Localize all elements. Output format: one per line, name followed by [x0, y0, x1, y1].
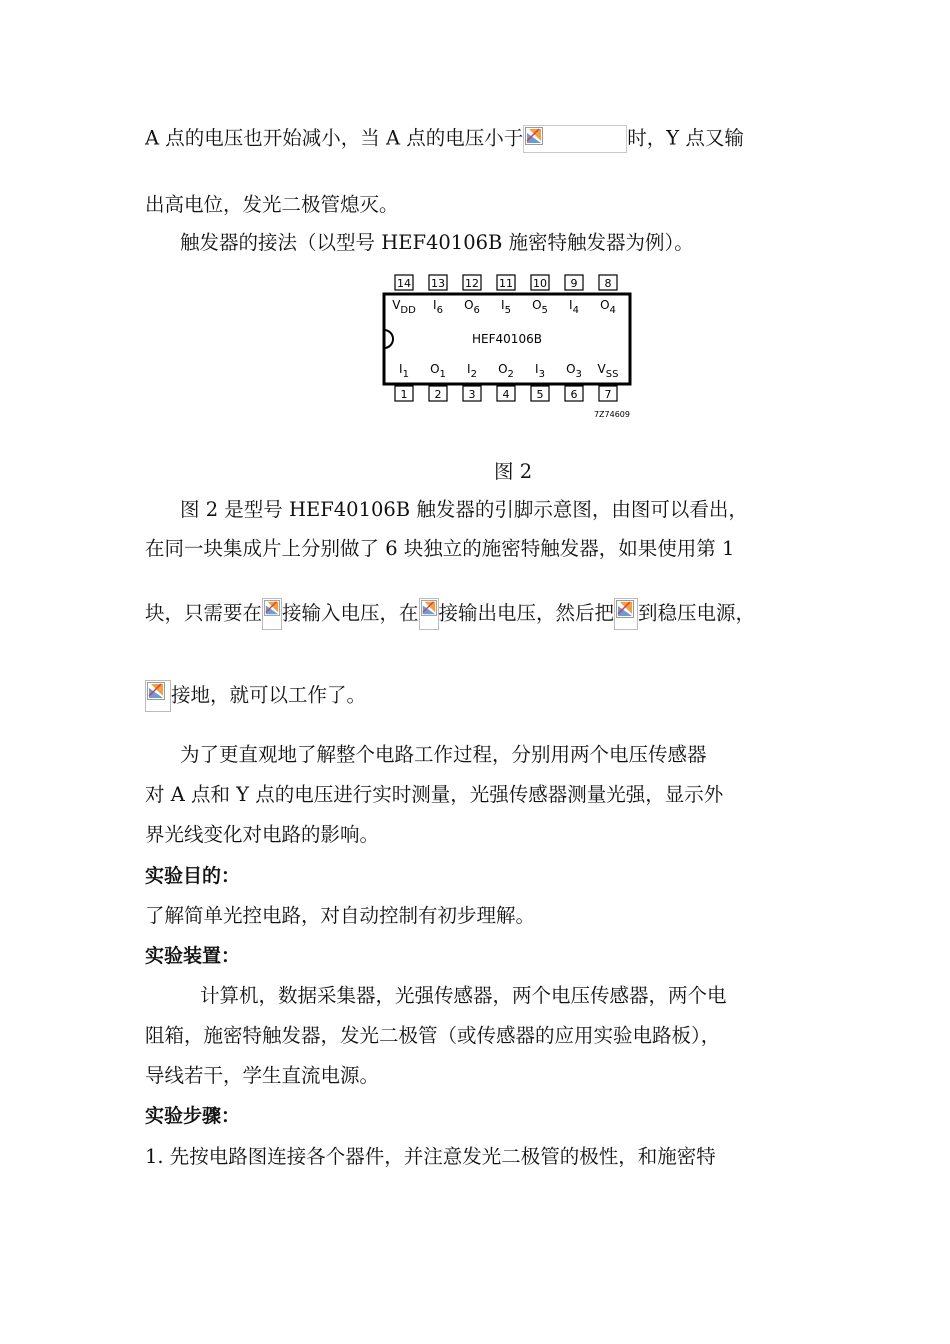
text-segment: 时，Y 点又输 [627, 126, 744, 150]
pin-6 [565, 386, 583, 401]
heading-apparatus: 实验装置： [145, 945, 241, 967]
text-segment: 接地，就可以工作了。 [171, 683, 367, 707]
top-pin-row [395, 275, 617, 290]
text-line-8: 为了更直观地了解整个电路工作过程，分别用两个电压传感器 [180, 743, 707, 766]
pin-number: 1 [400, 388, 408, 401]
figure-code: 7Z74609 [593, 410, 630, 419]
text-line-12: 计算机，数据采集器，光强传感器，两个电压传感器，两个电 [200, 984, 727, 1007]
pin-number: 8 [604, 277, 612, 290]
pin-number: 6 [570, 388, 578, 401]
pin-number: 2 [434, 388, 442, 401]
text-line-7 [145, 680, 366, 712]
pin-label-top: $O_6$ [464, 298, 480, 316]
broken-image-icon [419, 598, 439, 630]
text-line-2: 出高电位，发光二极管熄灭。 [145, 193, 399, 216]
chip-name: HEF40106B [472, 332, 542, 346]
pin-number: 3 [468, 388, 476, 401]
pin-4 [497, 386, 515, 401]
text-line-4: 图 2 是型号 HEF40106B 触发器的引脚示意图，由图可以看出， [180, 498, 748, 521]
pin-number: 5 [536, 388, 544, 401]
pin-10 [531, 275, 549, 290]
pin-label-top: $I_4$ [569, 298, 579, 316]
pin-number: 14 [397, 277, 411, 290]
pin-label-bottom: $I_3$ [535, 362, 545, 380]
text-line-1 [145, 125, 744, 153]
text-line-6 [145, 598, 755, 630]
pin-7 [599, 386, 617, 401]
broken-image-icon [262, 598, 282, 630]
text-line-10: 界光线变化对电路的影响。 [145, 823, 380, 846]
pin-number: 11 [499, 277, 513, 290]
text-line-9: 对 A 点和 Y 点的电压进行实时测量，光强传感器测量光强，显示外 [145, 783, 724, 806]
text-line-15: 1. 先按电路图连接各个器件，并注意发光二极管的极性，和施密特 [145, 1145, 716, 1168]
pin-label-bottom: $O_1$ [430, 362, 446, 380]
text-line-3: 触发器的接法（以型号 HEF40106B 施密特触发器为例）。 [180, 231, 694, 254]
pin-number: 9 [570, 277, 578, 290]
pin-label-top: $I_6$ [433, 298, 443, 316]
pin-number: 13 [431, 277, 445, 290]
heading-purpose: 实验目的： [145, 865, 241, 887]
text-segment: 接输出电压，然后把 [438, 601, 615, 625]
pin-8 [599, 275, 617, 290]
pin-5 [531, 386, 549, 401]
pin-13 [429, 275, 447, 290]
pin-label-top: $V_{DD}$ [392, 298, 416, 316]
broken-image-icon [145, 680, 171, 712]
pin-label-bottom: $I_2$ [467, 362, 477, 380]
pin-label-bottom: $V_{SS}$ [597, 362, 619, 380]
heading-steps: 实验步骤： [145, 1105, 241, 1127]
bottom-pin-row [395, 386, 617, 401]
figure-caption: 图 2 [494, 460, 533, 483]
pin-number: 4 [502, 388, 510, 401]
pin-label-top: $O_5$ [532, 298, 548, 316]
pin-label-bottom: $I_1$ [399, 362, 409, 380]
pin-9 [565, 275, 583, 290]
text-segment: 到稳压电源， [638, 601, 756, 625]
pin-1 [395, 386, 413, 401]
text-segment: 块，只需要在 [145, 601, 263, 625]
text-line-5: 在同一块集成片上分别做了 6 块独立的施密特触发器，如果使用第 1 [145, 537, 735, 560]
text-segment: 接输入电压，在 [282, 601, 419, 625]
broken-image-icon [614, 598, 638, 630]
pin-number: 12 [465, 277, 479, 290]
pin-number: 7 [604, 388, 612, 401]
broken-image-icon [523, 125, 627, 153]
pin-label-top: $O_4$ [600, 298, 616, 316]
pin-label-bottom: $O_3$ [566, 362, 582, 380]
text-line-14: 导线若干，学生直流电源。 [145, 1064, 380, 1087]
text-line-13: 阻箱，施密特触发器，发光二极管（或传感器的应用实验电路板）， [145, 1024, 721, 1047]
pin-14 [395, 275, 413, 290]
pin-number: 10 [533, 277, 547, 290]
text-line-11: 了解简单光控电路，对自动控制有初步理解。 [145, 904, 536, 927]
pin-2 [429, 386, 447, 401]
pin-3 [463, 386, 481, 401]
text-segment: A 点的电压也开始减小，当 A 点的电压小于 [145, 126, 524, 150]
hef40106b-pinout-figure [378, 272, 640, 420]
pin-11 [497, 275, 515, 290]
pin-label-top: $I_5$ [501, 298, 511, 316]
pin-label-bottom: $O_2$ [498, 362, 514, 380]
pin-12 [463, 275, 481, 290]
